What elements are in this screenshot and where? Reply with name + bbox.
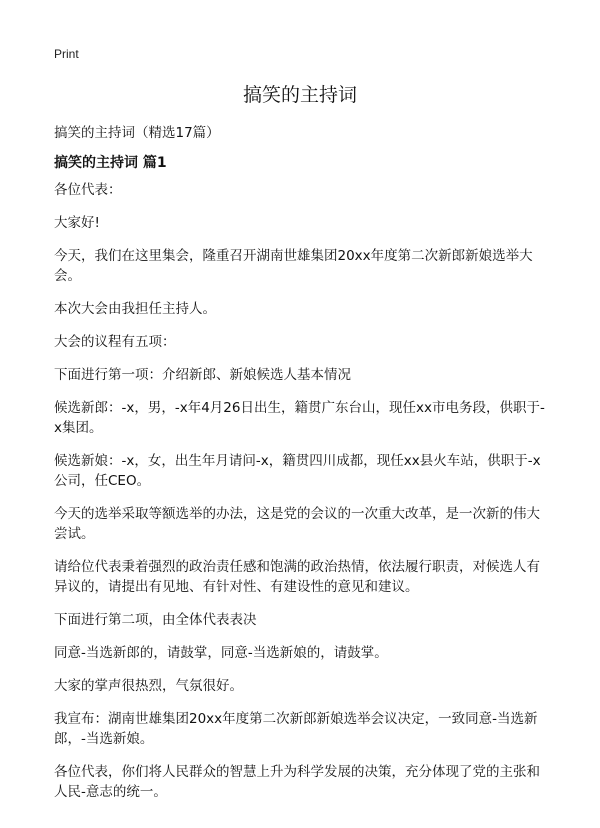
document-subtitle: 搞笑的主持词（精选17篇） [54, 125, 220, 141]
paragraph: 大家好! [54, 215, 100, 231]
paragraph: 本次大会由我担任主持人。 [54, 301, 216, 317]
section-heading: 搞笑的主持词 篇1 [54, 155, 167, 171]
paragraph: 大家的掌声很热烈，气氛很好。 [54, 678, 243, 694]
document-title: 搞笑的主持词 [242, 84, 357, 106]
paragraph: 今天的选举采取等额选举的办法，这是党的会议的一次重大改革，是一次新的伟大尝试。 [54, 506, 540, 542]
paragraph: 请给位代表秉着强烈的政治责任感和饱满的政治热情，依法履行职责，对候选人有异议的，请提出有见地、有针对性、有建设性的意见和建议。 [54, 559, 540, 595]
document-body [54, 180, 550, 815]
paragraph: 我宣布：湖南世雄集团20xx年度第二次新郎新娘选举会议决定，一致同意-当选新郎，-当选新娘。 [54, 711, 538, 747]
paragraph: 下面进行第一项：介绍新郎、新娘候选人基本情况 [54, 367, 351, 383]
paragraph: 各位代表，你们将人民群众的智慧上升为科学发展的决策，充分体现了党的主张和人民-意志的统一。 [54, 764, 540, 800]
paragraph: 候选新郎：-x，男，-x年4月26日出生，籍贯广东台山，现任xx市电务段，供职于-x集团。 [54, 400, 545, 436]
paragraph: 各位代表： [54, 182, 122, 198]
paragraph: 候选新娘：-x，女，出生年月请问-x，籍贯四川成都，现任xx县火车站，供职于-x公司，任CEO。 [54, 453, 541, 489]
paragraph: 今天，我们在这里集会，隆重召开湖南世雄集团20xx年度第二次新郎新娘选举大会。 [54, 248, 533, 284]
paragraph: 大会的议程有五项： [54, 334, 176, 350]
paragraph: 同意-当选新郎的，请鼓掌，同意-当选新娘的，请鼓掌。 [54, 645, 388, 661]
paragraph: 下面进行第二项，由全体代表表决 [54, 612, 257, 628]
print-link[interactable]: Print [54, 47, 79, 61]
